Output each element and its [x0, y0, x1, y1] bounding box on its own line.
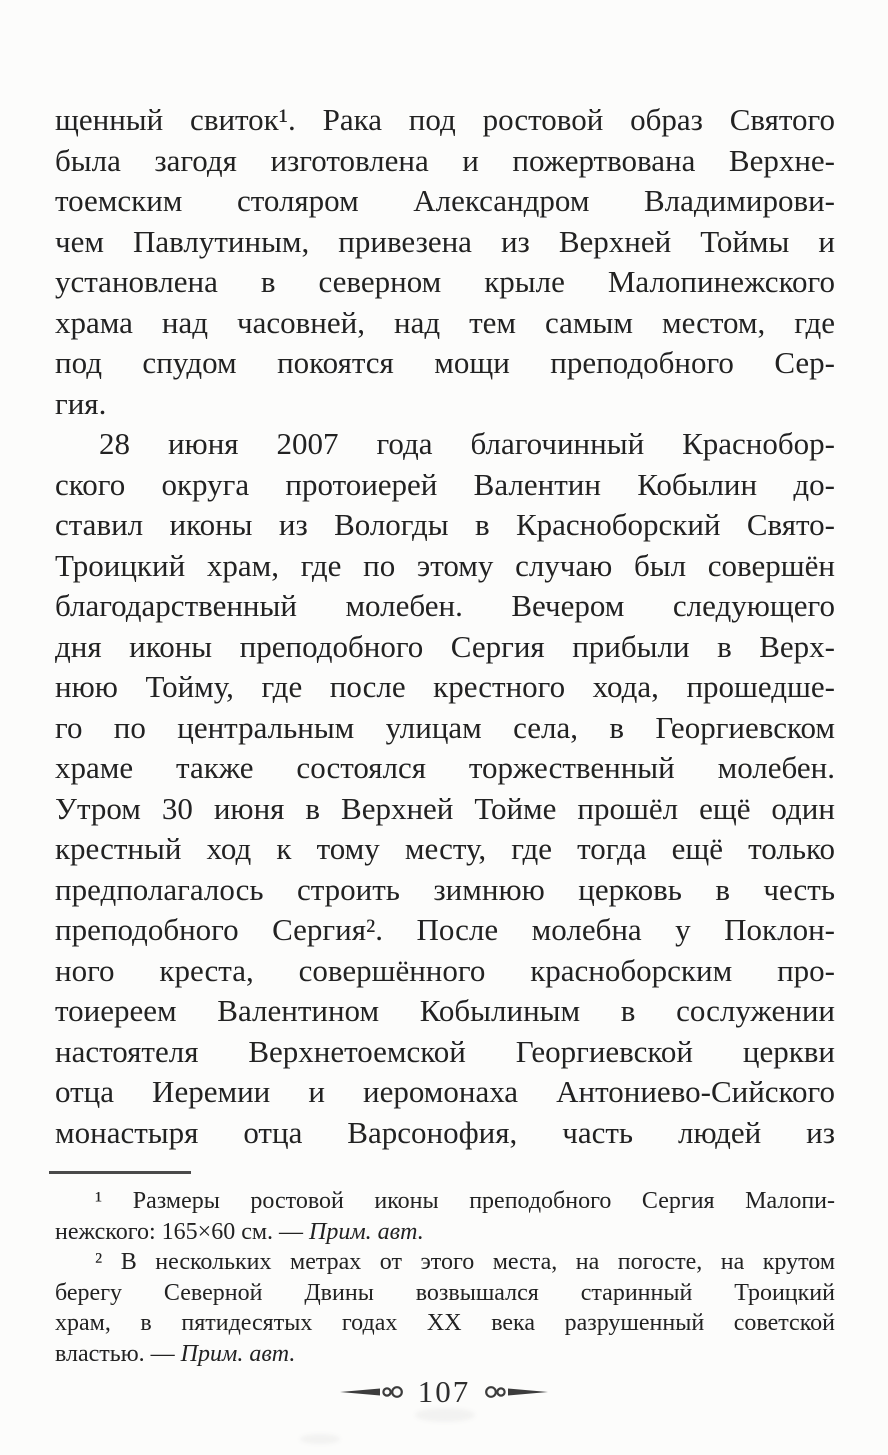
scan-artifact	[300, 1434, 340, 1444]
scan-artifact	[415, 1408, 475, 1422]
page-number-ornament-left-icon	[340, 1383, 406, 1401]
body-text-line: благодарственный молебен. Вечером следующего	[55, 588, 835, 623]
body-text	[55, 100, 835, 1153]
footnote-line: ² В нескольких метрах от этого места, на погосте, на крутом	[95, 1249, 835, 1275]
footnote-separator-rule	[49, 1171, 191, 1174]
body-text-line: го по центральным улицам села, в Георгиевском	[55, 709, 835, 745]
body-text-line: чем Павлутиным, привезена из Верхней Тоймы и	[55, 223, 835, 259]
body-text-line: Троицкий храм, где по этому случаю был совершён	[55, 547, 835, 583]
footnote-line: ¹ Размеры ростовой иконы преподобного Сергия Малопи-	[95, 1188, 835, 1214]
body-text-line: монастыря отца Варсонофия, часть людей из	[55, 1114, 835, 1150]
body-text-line: храме также состоялся торжественный молебен.	[55, 750, 835, 785]
body-text-line: предполагалось строить зимнюю церковь в честь	[55, 871, 835, 907]
body-text-line: крестный ход к тому месту, где тогда ещё только	[55, 831, 835, 866]
footnote-line: храм, в пятидесятых годах XX века разрушенный советской	[55, 1310, 835, 1336]
body-text-line: преподобного Сергия². После молебна у Поклон-	[55, 912, 835, 947]
page-number: 107	[417, 1374, 471, 1409]
footnote-line: нежского: 165×60 см. — Прим. авт.	[55, 1218, 424, 1245]
body-text-line: настоятеля Верхнетоемской Георгиевской церкви	[55, 1033, 835, 1069]
body-text-line: храма над часовней, над тем самым местом, где	[55, 304, 835, 340]
body-text-line: под спудом покоятся мощи преподобного Сер-	[55, 345, 835, 380]
body-text-line: была загодя изготовлена и пожертвована Верхне-	[55, 142, 835, 178]
footnote-line: властью. — Прим. авт.	[55, 1340, 296, 1367]
body-text-line: нюю Тойму, где после крестного хода, прошедше-	[55, 669, 835, 704]
body-text-line: дня иконы преподобного Сергия прибыли в Верх-	[55, 628, 835, 664]
body-text-line: Утром 30 июня в Верхней Тойме прошёл ещё один	[55, 790, 835, 826]
body-text-line: ставил иконы из Вологды в Красноборский Свято-	[55, 507, 835, 542]
body-text-line: щенный свиток¹. Рака под ростовой образ Святого	[55, 102, 835, 137]
body-text-line: ского округа протоиерей Валентин Кобылин до-	[55, 466, 835, 502]
footnote-line: берегу Северной Двины возвышался старинный Троицкий	[55, 1279, 835, 1306]
body-text-line: отца Иеремии и иеромонаха Антониево-Сийского	[55, 1074, 835, 1109]
footnotes	[55, 1186, 835, 1369]
body-text-line: ного креста, совершённого красноборским про-	[55, 952, 835, 988]
body-text-line: установлена в северном крыле Малопинежского	[55, 264, 835, 299]
page-footer	[0, 1374, 888, 1410]
page-number-ornament-right-icon	[482, 1383, 548, 1401]
body-text-line: тоиереем Валентином Кобылиным в сослужении	[55, 993, 835, 1028]
body-text-line: 28 июня 2007 года благочинный Краснобор-	[99, 426, 835, 461]
body-text-line: гия.	[55, 385, 107, 421]
text-column	[55, 100, 835, 1369]
body-text-line: тоемским столяром Александром Владимирови-	[55, 183, 835, 218]
